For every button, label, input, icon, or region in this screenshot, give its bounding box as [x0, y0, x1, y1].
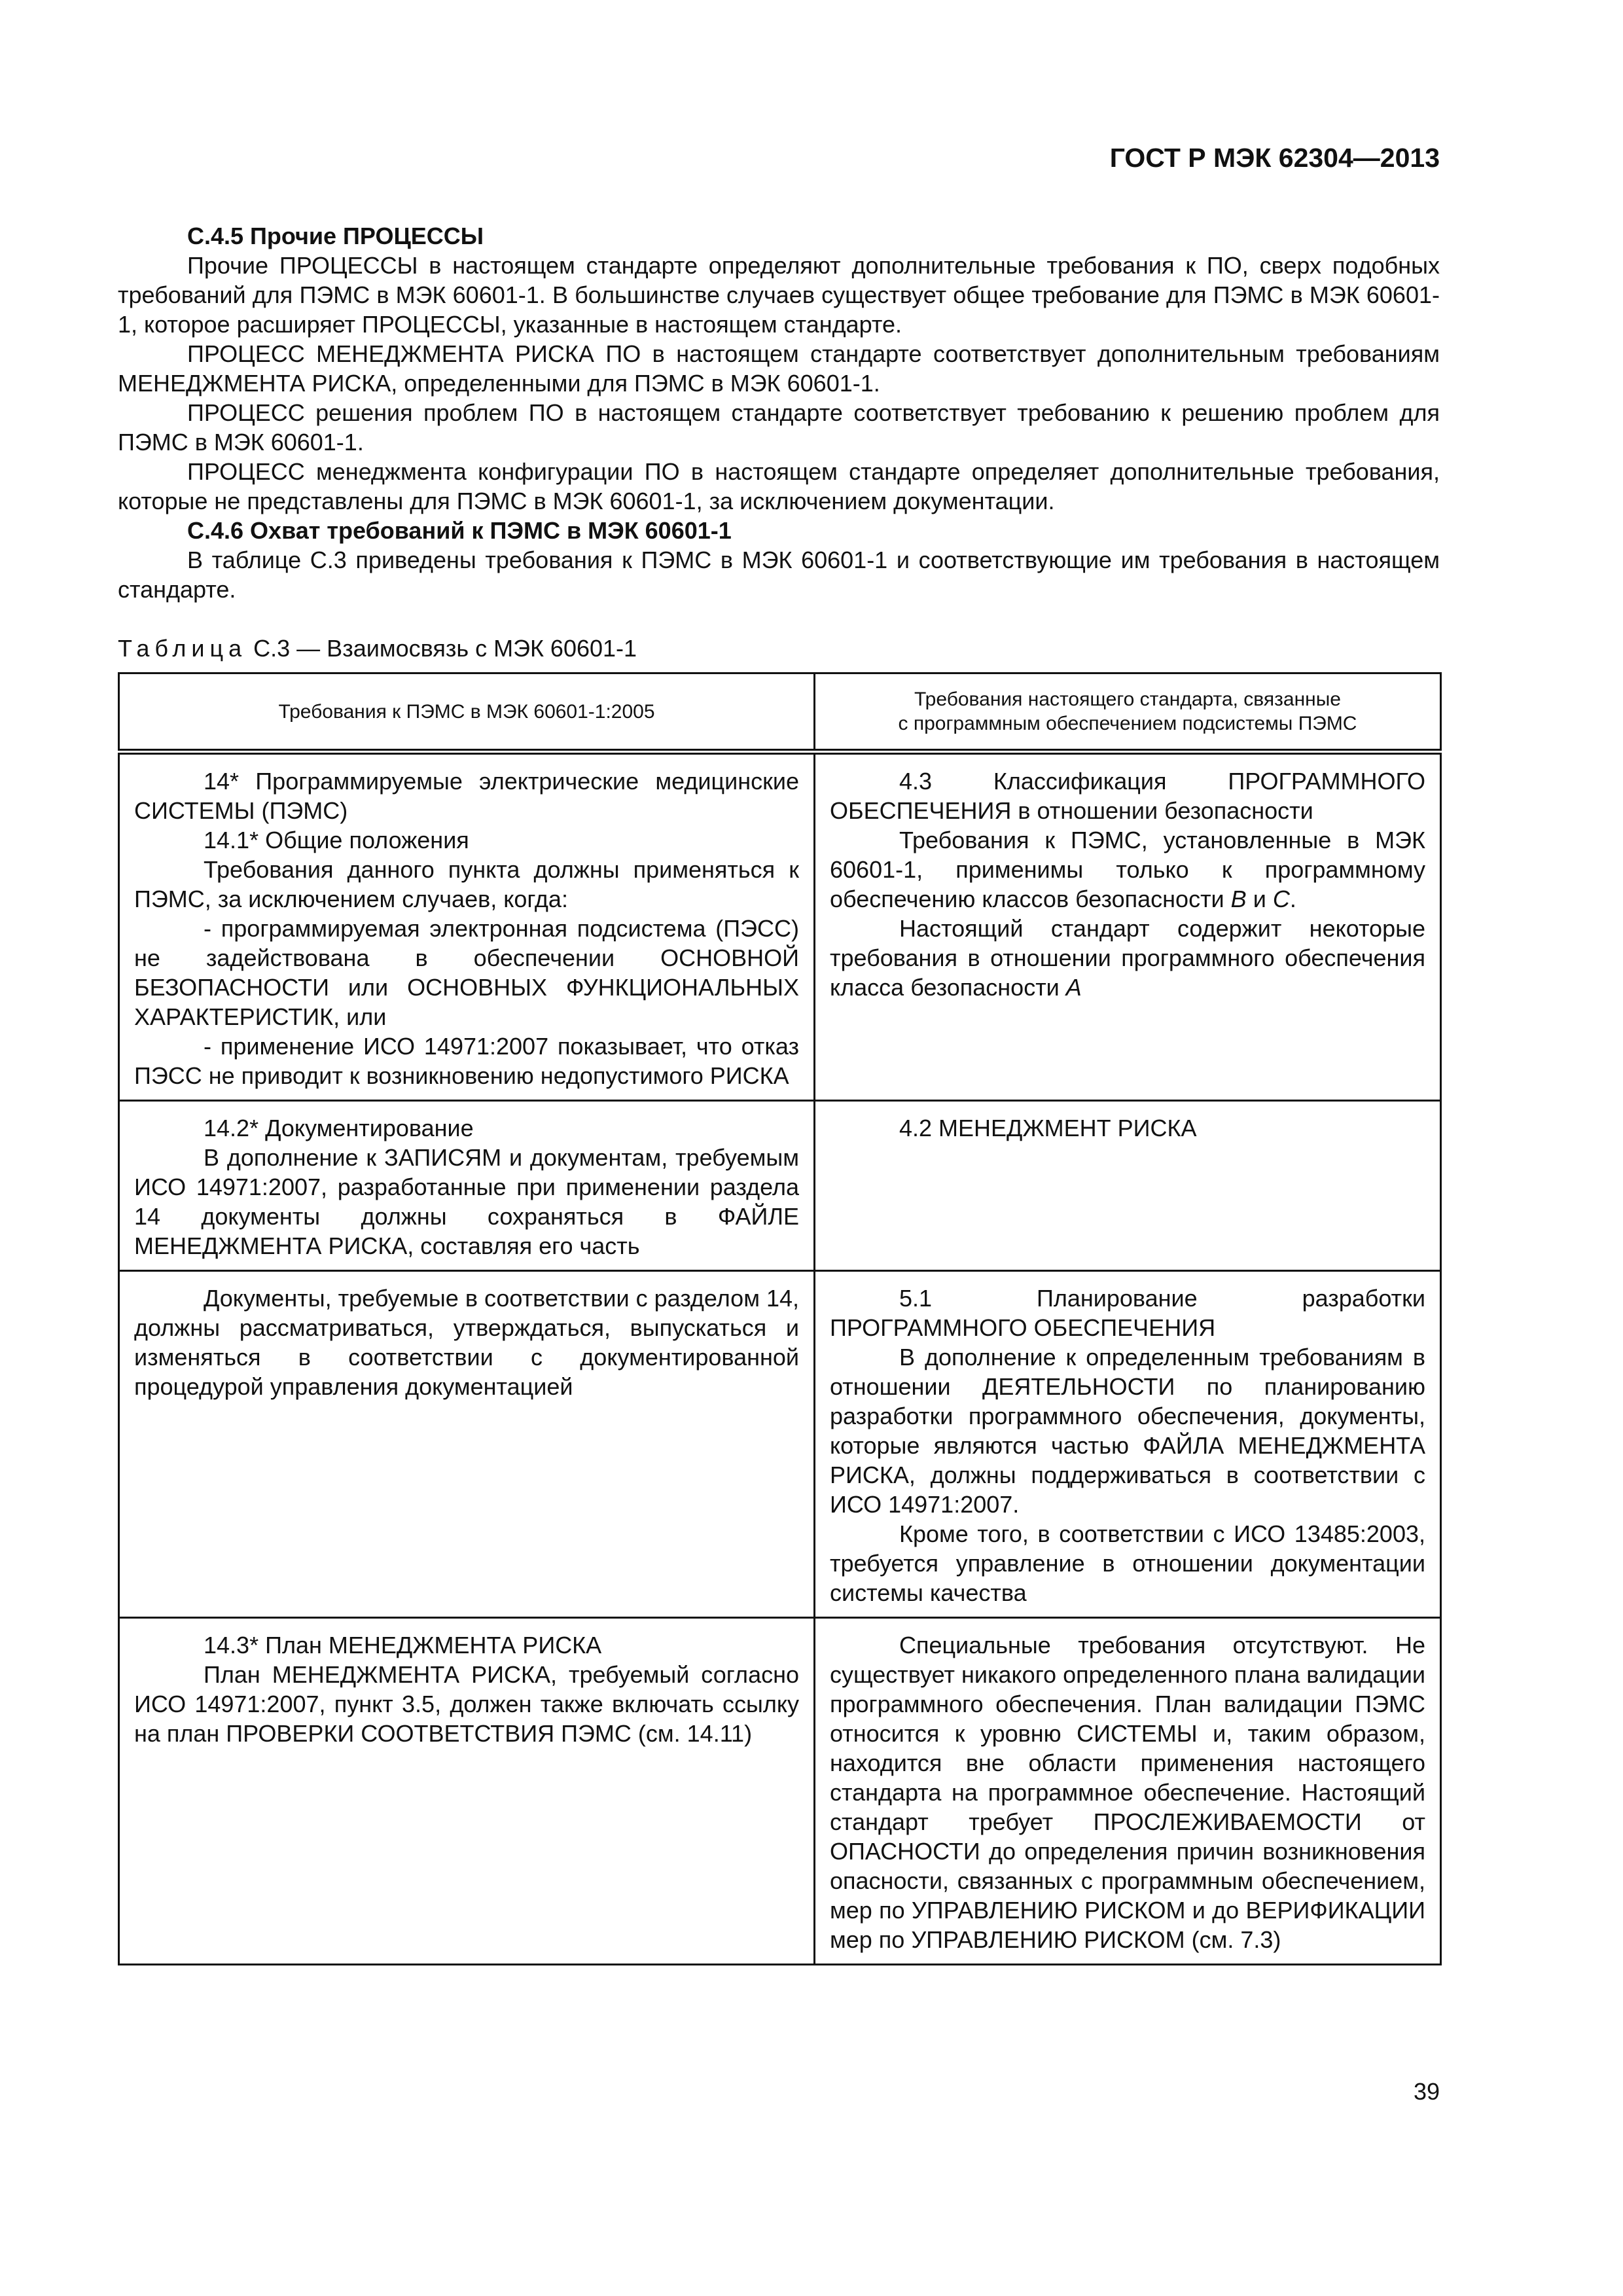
cell-text: 14.1* Общие положения [204, 827, 469, 853]
page-content [118, 221, 1440, 1965]
paragraph: В таблице С.3 приведены требования к ПЭМС в МЭК 60601-1 и соответствующие им требования в настоящем стандарте. [118, 547, 1440, 603]
cell-text-run: и [1246, 886, 1273, 912]
table-cell-right [815, 1101, 1441, 1271]
safety-class-b: B [1230, 886, 1247, 912]
document-code-header: ГОСТ Р МЭК 62304—2013 [1109, 143, 1440, 173]
table-cell-left [119, 1618, 815, 1965]
cell-text: Кроме того, в соответствии с ИСО 13485:2003, требуется управление в отношении документации системы качества [830, 1520, 1425, 1606]
cell-text: 4.3 Классификация ПРОГРАММНОГО ОБЕСПЕЧЕНИЯ в отношении безопасности [830, 768, 1425, 824]
cell-text: Специальные требования отсутствуют. Не существует никакого определенного плана валидации программного обеспечения. План валидации ПЭМС относится к уровню СИСТЕМЫ и, таким образом, находится вне области применения настоящего стандарта на программное обеспечение. Настоящий стандарт требует ПРОСЛЕЖИВАЕМОСТИ от ОПАСНОСТИ до определения причин возникновения опасности, связанных с программным обеспечением, мер по УПРАВЛЕНИЮ РИСКОМ и до ВЕРИФИКАЦИИ мер по УПРАВЛЕНИЮ РИСКОМ (см. 7.3) [830, 1632, 1425, 1953]
cell-text-run: Настоящий стандарт содержит некоторые требования в отношении программного обеспечения класса безопасности [830, 915, 1425, 1001]
table-cell-left [119, 1271, 815, 1618]
table-caption-label: Таблица [118, 635, 247, 662]
cell-text: 4.2 МЕНЕДЖМЕНТ РИСКА [899, 1115, 1197, 1141]
cell-text: 14* Программируемые электрические медицинские СИСТЕМЫ (ПЭМС) [134, 768, 799, 824]
table-cell-left [119, 1101, 815, 1271]
cell-text: Документы, требуемые в соответствии с разделом 14, должны рассматриваться, утверждаться, выпускаться и изменяться в соответствии с документированной процедурой управления документацией [134, 1285, 799, 1400]
cell-text: - применение ИСО 14971:2007 показывает, что отказ ПЭСС не приводит к возникновению недопустимого РИСКА [134, 1033, 799, 1089]
table-row [119, 1618, 1441, 1965]
cell-text-run: . [1289, 886, 1296, 912]
section-heading-c46: С.4.6 Охват требований к ПЭМС в МЭК 60601-1 [187, 517, 732, 544]
table-caption [118, 634, 1440, 663]
cell-text: В дополнение к определенным требованиям в отношении ДЕЯТЕЛЬНОСТИ по планированию разработки программного обеспечения, документы, которые являются частью ФАЙЛА МЕНЕДЖМЕНТА РИСКА, должны поддерживаться в соответствии с ИСО 14971:2007. [830, 1344, 1425, 1518]
cell-text: 14.2* Документирование [204, 1115, 474, 1141]
cell-text: 14.3* План МЕНЕДЖМЕНТА РИСКА [204, 1632, 602, 1659]
page-number: 39 [1413, 2078, 1440, 2105]
cell-text: Требования данного пункта должны применяться к ПЭМС, за исключением случаев, когда: [134, 856, 799, 912]
paragraph: ПРОЦЕСС менеджмента конфигурации ПО в настоящем стандарте определяет дополнительные требования, которые не представлены для ПЭМС в МЭК 60601-1, за исключением документации. [118, 458, 1440, 514]
cell-text [830, 914, 1425, 1002]
column-header-iec60601: Требования к ПЭМС в МЭК 60601-1:2005 [119, 673, 815, 752]
table-cell-right [815, 752, 1441, 1101]
paragraph: ПРОЦЕСС МЕНЕДЖМЕНТА РИСКА ПО в настоящем стандарте соответствует дополнительным требованиям МЕНЕДЖМЕНТА РИСКА, определенными для ПЭМС в МЭК 60601-1. [118, 340, 1440, 397]
table-cell-right [815, 1271, 1441, 1618]
cell-text: - программируемая электронная подсистема (ПЭСС) не задействована в обеспечении ОСНОВНОЙ БЕЗОПАСНОСТИ или ОСНОВНЫХ ФУНКЦИОНАЛЬНЫХ ХАРАКТЕРИСТИК, или [134, 915, 799, 1030]
table-row [119, 752, 1441, 1101]
table-header-row [119, 673, 1441, 752]
table-cell-right [815, 1618, 1441, 1965]
column-header-line: Требования настоящего стандарта, связанные [914, 689, 1341, 710]
paragraph: Прочие ПРОЦЕССЫ в настоящем стандарте определяют дополнительные требования к ПО, сверх подобных требований для ПЭМС в МЭК 60601-1. В большинстве случаев существует общее требование для ПЭМС в МЭК 60601-1, которое расширяет ПРОЦЕССЫ, указанные в настоящем стандарте. [118, 252, 1440, 338]
table-row [119, 1271, 1441, 1618]
section-heading-c45: С.4.5 Прочие ПРОЦЕССЫ [187, 223, 484, 249]
cell-text: 5.1 Планирование разработки ПРОГРАММНОГО ОБЕСПЕЧЕНИЯ [830, 1285, 1425, 1341]
cell-text: В дополнение к ЗАПИСЯМ и документам, требуемым ИСО 14971:2007, разработанные при применении раздела 14 документы должны сохраняться в ФАЙЛЕ МЕНЕДЖМЕНТА РИСКА, составляя его часть [134, 1144, 799, 1259]
requirements-table [118, 672, 1442, 1965]
safety-class-c: C [1272, 886, 1290, 912]
table-row [119, 1101, 1441, 1271]
column-header-line: с программным обеспечением подсистемы ПЭМС [898, 713, 1357, 734]
paragraph: ПРОЦЕСС решения проблем ПО в настоящем стандарте соответствует требованию к решению проблем для ПЭМС в МЭК 60601-1. [118, 399, 1440, 456]
cell-text-run: Требования к ПЭМС, установленные в МЭК 60601-1, применимы только к программному обеспечению классов безопасности [830, 827, 1425, 912]
table-caption-title: С.3 — Взаимосвязь с МЭК 60601-1 [247, 635, 637, 662]
cell-text: План МЕНЕДЖМЕНТА РИСКА, требуемый согласно ИСО 14971:2007, пункт 3.5, должен также включать ссылку на план ПРОВЕРКИ СООТВЕТСТВИЯ ПЭМС (см. 14.11) [134, 1661, 799, 1747]
column-header-this-standard [815, 673, 1441, 752]
safety-class-a: A [1065, 974, 1082, 1001]
cell-text [830, 825, 1425, 914]
table-cell-left [119, 752, 815, 1101]
